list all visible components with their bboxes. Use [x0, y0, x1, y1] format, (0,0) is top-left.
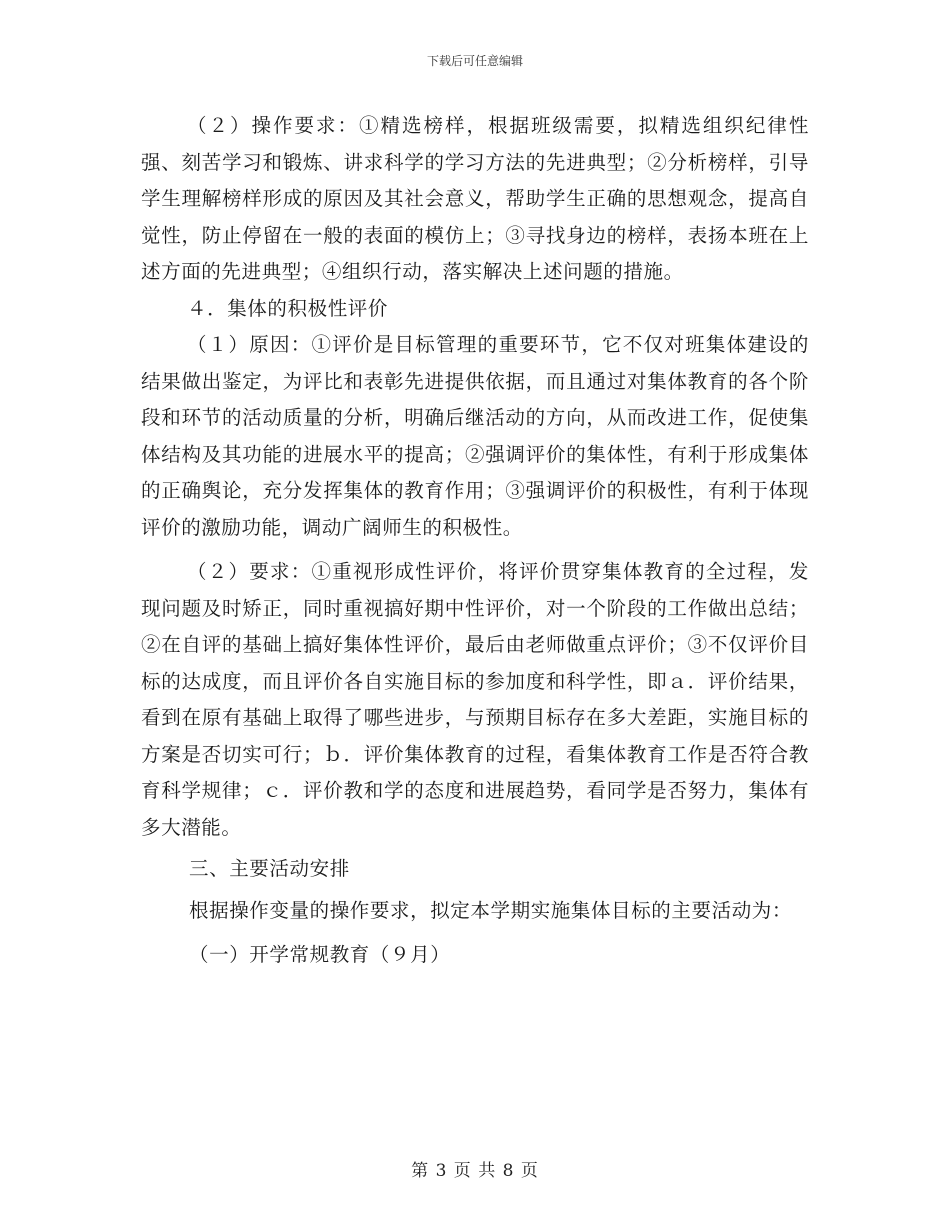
paragraph-operation-requirements: （２）操作要求：①精选榜样，根据班级需要，拟精选组织纪律性强、刻苦学习和锻炼、讲求科学的学习方法的先进典型；②分析榜样，引导学生理解榜样形成的原因及其社会意义，帮助学生正确的思想观念，提高自觉性，防止停留在一般的表面的模仿上；③寻找身边的榜样，表扬本班在上述方面的先进典型；④组织行动，落实解决上述问题的措施。: [141, 114, 809, 283]
section-heading-main-activities: 三、主要活动安排: [189, 857, 350, 880]
paragraph-evaluation-reasons: （１）原因：①评价是目标管理的重要环节，它不仅对班集体建设的结果做出鉴定，为评比和表彰先进提供依据，而且通过对集体教育的各个阶段和环节的活动质量的分析，明确后继活动的方向，从而改进工作，促使集体结构及其功能的进展水平的提高；②强调评价的集体性，有利于形成集体的正确舆论，充分发挥集体的教育作用；③强调评价的积极性，有利于体现评价的激励功能，调动广阔师生的积极性。: [141, 333, 809, 539]
subheading-school-opening-education: （一）开学常规教育（９月）: [189, 943, 451, 966]
page-number: 第 3 页 共 8 页: [411, 1161, 539, 1181]
document-body: [141, 108, 809, 974]
paragraph-evaluation-requirements: （２）要求：①重视形成性评价，将评价贯穿集体教育的全过程，发现问题及时矫正，同时重视搞好期中性评价，对一个阶段的工作做出总结；②在自评的基础上搞好集体性评价，最后由老师做重点评价；③不仅评价目标的达成度，而且评价各自实施目标的参加度和科学性，即ａ．评价结果，看到在原有基础上取得了哪些进步，与预期目标存在多大差距，实施目标的方案是否切实可行；ｂ．评价集体教育的过程，看集体教育工作是否符合教育科学规律；ｃ．评价教和学的态度和进展趋势，看同学是否努力，集体有多大潜能。: [141, 560, 809, 839]
page-header: 下载后可任意编辑: [426, 54, 523, 68]
paragraph-activities-intro: 根据操作变量的操作要求，拟定本学期实施集体目标的主要活动为：: [189, 898, 793, 922]
section-heading-collective-evaluation: ４．集体的积极性评价: [187, 296, 389, 320]
